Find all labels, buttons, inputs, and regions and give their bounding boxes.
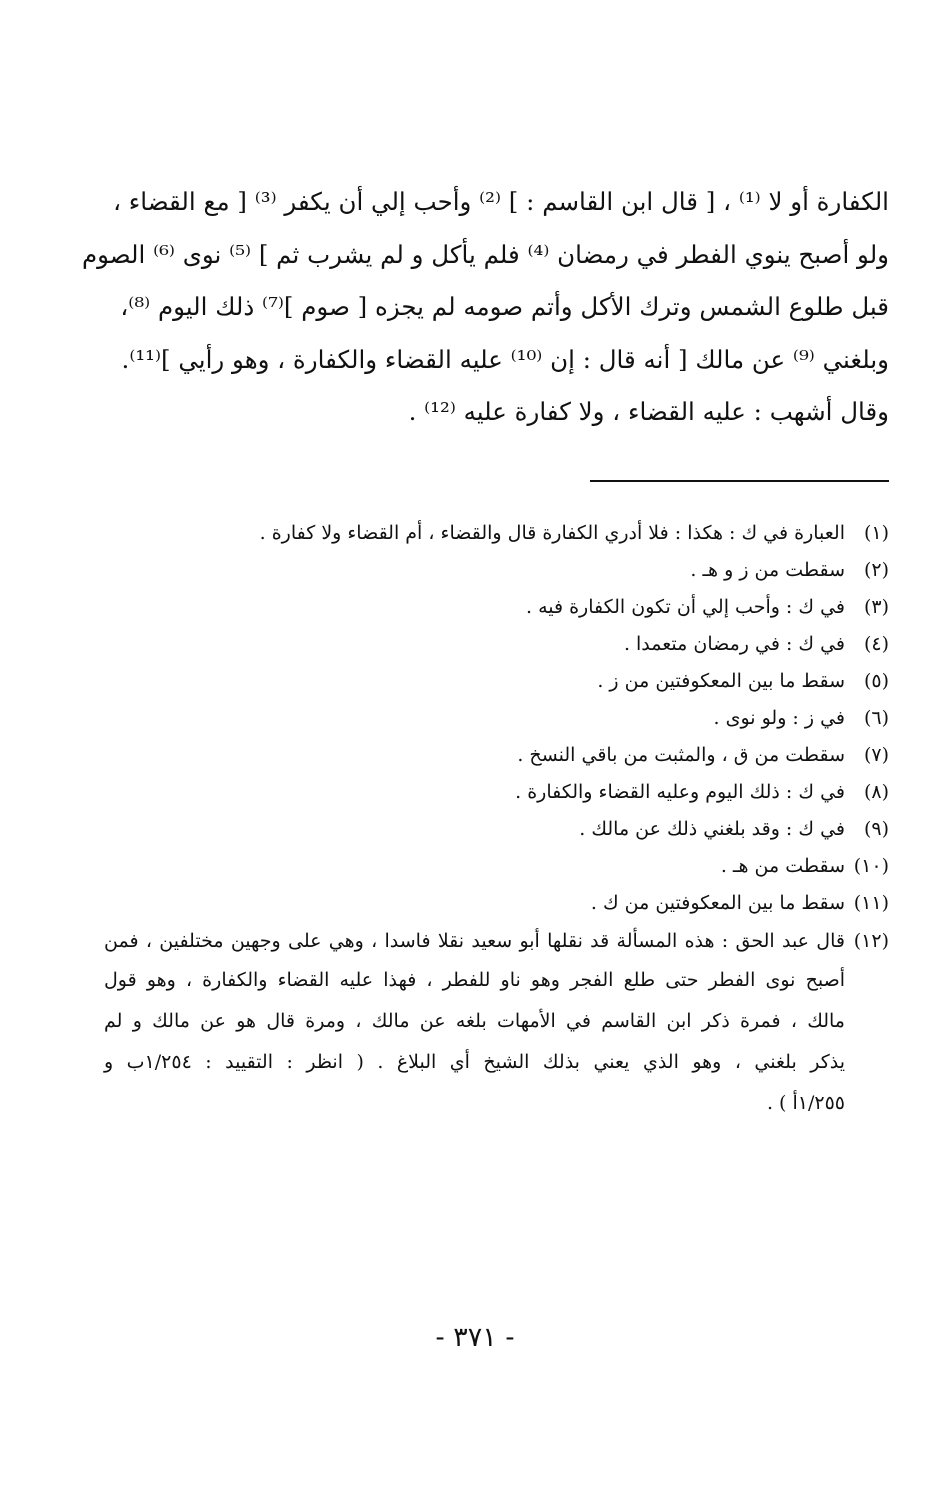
footnote-4 bbox=[104, 626, 889, 663]
footnote-number: (١٠) bbox=[853, 855, 889, 877]
footnote-number: (٤) bbox=[863, 633, 889, 655]
footnote-line: أصبح نوى الفطر حتى طلع الفجر وهو ناو للفطر ، فهذا عليه القضاء والكفارة ، وهو قول bbox=[104, 969, 845, 991]
footnote-12 bbox=[104, 923, 889, 1124]
footnote-number: (١) bbox=[863, 522, 889, 544]
main-text-line: ولو أصبح ينوي الفطر في رمضان ⁽⁴⁾ فلم يأكل و لم يشرب ثم ] ⁽⁵⁾ نوى ⁽⁶⁾ الصوم bbox=[81, 239, 889, 269]
footnote-text: في ك : وأحب إلي أن تكون الكفارة فيه . bbox=[525, 596, 845, 618]
main-text-line: وبلغني ⁽⁹⁾ عن مالك [ أنه قال : إن ⁽¹⁰⁾ عليه القضاء والكفارة ، وهو رأيي ]⁽¹¹⁾. bbox=[121, 344, 889, 374]
footnote-7 bbox=[104, 737, 889, 774]
footnote-number: (٦) bbox=[863, 707, 889, 729]
footnote-number: (٣) bbox=[863, 596, 889, 618]
footnote-8 bbox=[104, 774, 889, 811]
footnotes-section bbox=[104, 515, 889, 1124]
footnote-number: (٢) bbox=[863, 559, 889, 581]
footnote-text: في ك : ذلك اليوم وعليه القضاء والكفارة . bbox=[515, 781, 845, 803]
page-number: - ٣٧١ - bbox=[435, 1322, 515, 1353]
footnote-text bbox=[104, 923, 845, 1124]
footnote-number: (١١) bbox=[853, 892, 889, 914]
footnote-11 bbox=[104, 885, 889, 922]
footnote-number: (٩) bbox=[863, 818, 889, 840]
footnote-text: في ك : في رمضان متعمدا . bbox=[623, 633, 845, 655]
footnote-number: (٧) bbox=[863, 744, 889, 766]
main-text-block bbox=[81, 176, 889, 439]
footnote-text: في ك : وقد بلغني ذلك عن مالك . bbox=[579, 818, 845, 840]
footnote-line: يذكر بلغني ، وهو الذي يعني بذلك الشيخ أي البلاغ . ( انظر : التقييد : ١/٢٥٤ب و bbox=[104, 1051, 846, 1073]
footnote-line: مالك ، فمرة ذكر ابن القاسم في الأمهات بلغه عن مالك ، ومرة قال هو عن مالك و لم bbox=[104, 1010, 845, 1032]
footnote-10 bbox=[104, 848, 889, 885]
footnote-number: (٨) bbox=[863, 781, 889, 803]
footnote-number: (٥) bbox=[863, 670, 889, 692]
footnote-6 bbox=[104, 700, 889, 737]
footnote-divider bbox=[590, 480, 889, 482]
footnote-text: في ز : ولو نوى . bbox=[713, 707, 845, 729]
footnote-1 bbox=[104, 515, 889, 552]
footnote-text: سقط ما بين المعكوفتين من ز . bbox=[597, 670, 845, 692]
footnote-9 bbox=[104, 811, 889, 848]
footnote-2 bbox=[104, 552, 889, 589]
footnote-text: سقط ما بين المعكوفتين من ك . bbox=[590, 892, 845, 914]
main-text-line: وقال أشهب : عليه القضاء ، ولا كفارة عليه ⁽¹²⁾ . bbox=[408, 397, 889, 426]
footnote-text: سقطت من ق ، والمثبت من باقي النسخ . bbox=[517, 744, 845, 766]
main-text-line: قبل طلوع الشمس وترك الأكل وأتم صومه لم يجزه [ صوم ]⁽⁷⁾ ذلك اليوم ⁽⁸⁾، bbox=[120, 292, 889, 321]
footnote-line: ١/٢٥٥أ ) . bbox=[766, 1092, 845, 1114]
footnote-text: سقطت من هـ . bbox=[720, 855, 845, 877]
footnote-text: سقطت من ز و هـ . bbox=[690, 559, 845, 581]
footnote-5 bbox=[104, 663, 889, 700]
footnote-number: (١٢) bbox=[853, 930, 889, 952]
footnote-line: قال عبد الحق : هذه المسألة قد نقلها أبو سعيد نقلا فاسدا ، وهي على وجهين مختلفين ، فمن bbox=[104, 930, 845, 952]
footnote-text: العبارة في ك : هكذا : فلا أدري الكفارة قال والقضاء ، أم القضاء ولا كفارة . bbox=[259, 522, 845, 544]
main-text-line: الكفارة أو لا ⁽¹⁾ ، [ قال ابن القاسم : ] ⁽²⁾ وأحب إلي أن يكفر ⁽³⁾ [ مع القضاء ، bbox=[113, 187, 889, 216]
footnote-3 bbox=[104, 589, 889, 626]
